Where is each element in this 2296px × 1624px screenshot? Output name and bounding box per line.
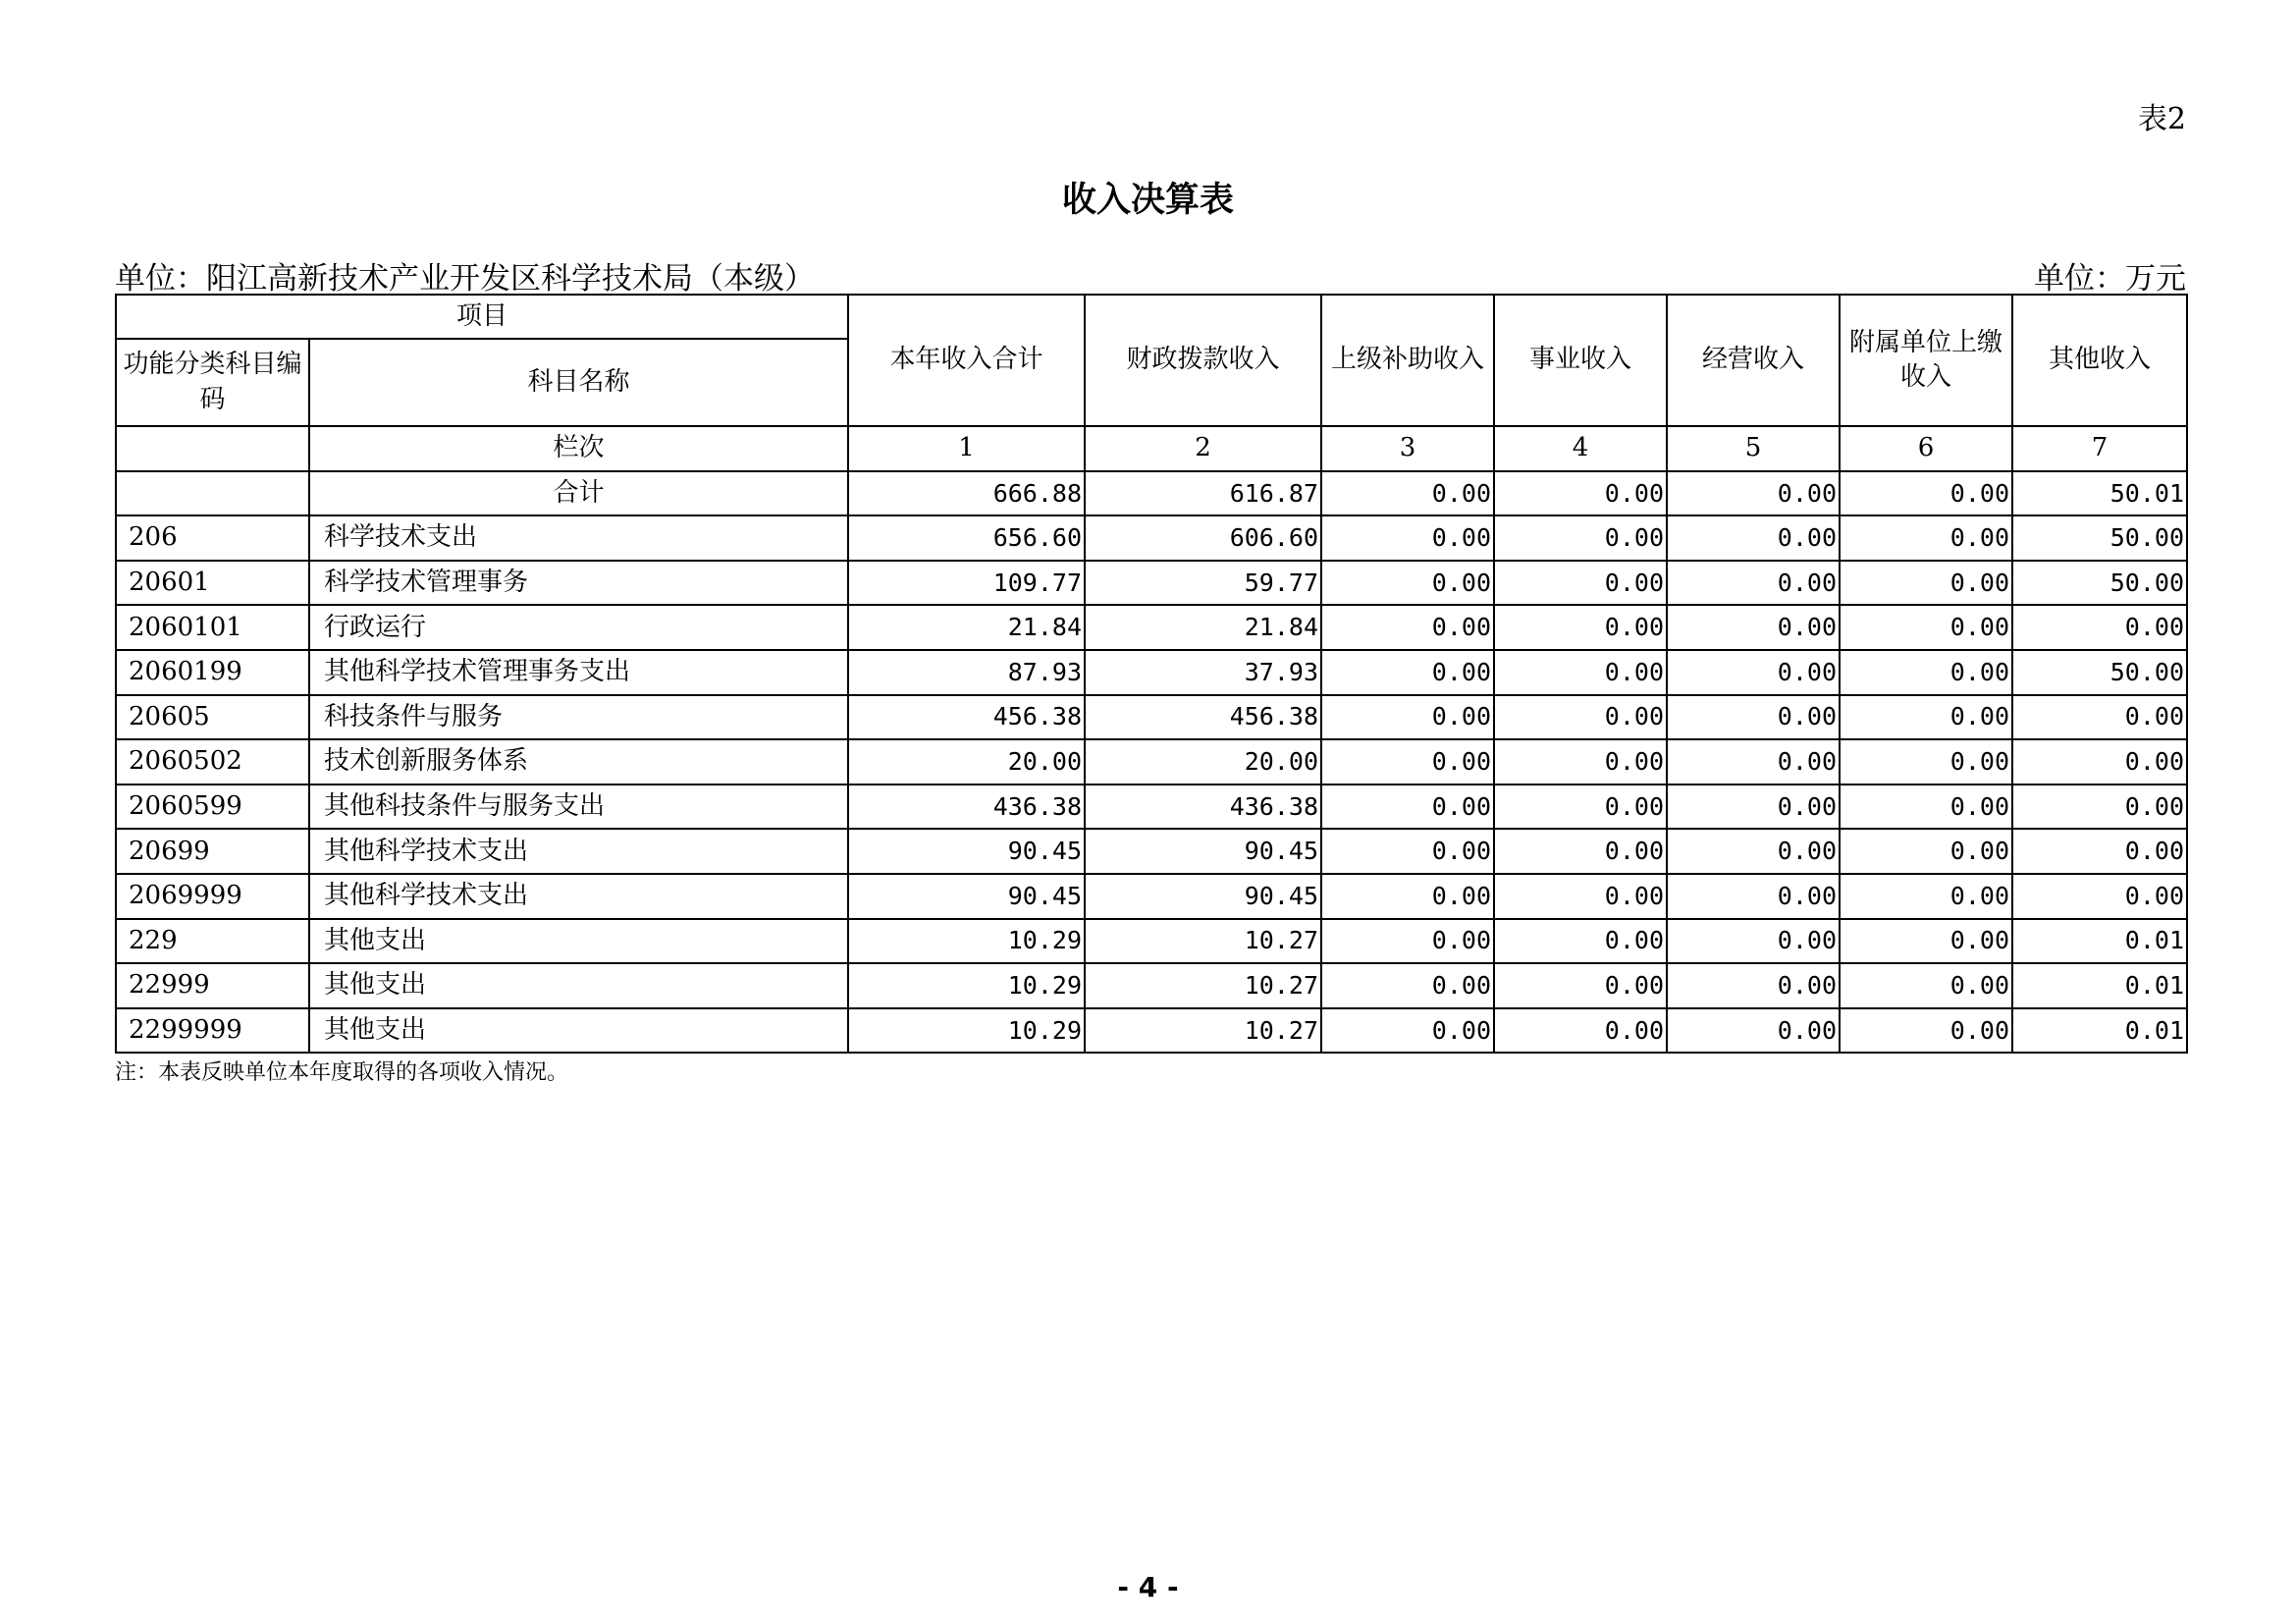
subject-code: 2069999 (116, 874, 309, 919)
amount-cell: 0.00 (1840, 785, 2012, 830)
subject-name: 其他支出 (309, 963, 848, 1008)
amount-cell: 0.00 (1840, 829, 2012, 874)
index-number: 6 (1840, 426, 2012, 471)
amount-cell: 0.00 (1667, 561, 1840, 606)
amount-cell: 456.38 (1085, 695, 1321, 740)
subject-code: 20605 (116, 695, 309, 740)
table-row (116, 650, 2187, 695)
amount-cell: 0.00 (1494, 739, 1667, 785)
amount-cell: 90.45 (1085, 829, 1321, 874)
amount-cell: 0.00 (1494, 1008, 1667, 1054)
table-row (116, 561, 2187, 606)
amount-cell: 0.00 (2012, 739, 2187, 785)
subject-code: 20699 (116, 829, 309, 874)
subject-name: 其他科学技术支出 (309, 874, 848, 919)
total-value: 0.00 (1321, 471, 1494, 516)
amount-cell: 0.00 (1840, 874, 2012, 919)
amount-cell: 0.00 (1321, 919, 1494, 964)
amount-cell: 0.00 (2012, 695, 2187, 740)
subject-code: 2060199 (116, 650, 309, 695)
index-number: 4 (1494, 426, 1667, 471)
income-table (115, 294, 2188, 1054)
subject-name: 其他支出 (309, 1008, 848, 1054)
amount-cell: 0.00 (1494, 829, 1667, 874)
amount-cell: 0.00 (1494, 874, 1667, 919)
amount-cell: 0.00 (1321, 739, 1494, 785)
subject-code: 20601 (116, 561, 309, 606)
amount-cell: 0.00 (1321, 515, 1494, 561)
total-value: 0.00 (1667, 471, 1840, 516)
amount-cell: 37.93 (1085, 650, 1321, 695)
subject-name: 技术创新服务体系 (309, 739, 848, 785)
amount-cell: 0.00 (1494, 515, 1667, 561)
amount-cell: 0.00 (1667, 605, 1840, 650)
amount-cell: 0.01 (2012, 1008, 2187, 1054)
amount-cell: 109.77 (848, 561, 1085, 606)
amount-cell: 10.29 (848, 1008, 1085, 1054)
currency-unit: 单位：万元 (2034, 261, 2186, 297)
amount-cell: 0.00 (1321, 874, 1494, 919)
total-value: 616.87 (1085, 471, 1321, 516)
amount-cell: 10.27 (1085, 1008, 1321, 1054)
amount-cell: 0.00 (1667, 874, 1840, 919)
amount-cell: 0.00 (1321, 561, 1494, 606)
amount-cell: 0.00 (1321, 829, 1494, 874)
amount-cell: 0.00 (1321, 650, 1494, 695)
subject-code: 2060599 (116, 785, 309, 830)
amount-cell: 90.45 (1085, 874, 1321, 919)
amount-cell: 10.27 (1085, 919, 1321, 964)
subject-name: 行政运行 (309, 605, 848, 650)
amount-cell: 10.29 (848, 963, 1085, 1008)
subject-code: 206 (116, 515, 309, 561)
table-row (116, 739, 2187, 785)
amount-cell: 0.00 (1667, 785, 1840, 830)
amount-cell: 0.00 (1667, 919, 1840, 964)
amount-cell: 20.00 (848, 739, 1085, 785)
header-col-5: 经营收入 (1667, 295, 1840, 426)
table-row (116, 1008, 2187, 1054)
total-value: 50.01 (2012, 471, 2187, 516)
amount-cell: 656.60 (848, 515, 1085, 561)
amount-cell: 0.00 (1840, 919, 2012, 964)
subject-name: 科学技术支出 (309, 515, 848, 561)
document-title: 收入决算表 (1061, 181, 1234, 220)
amount-cell: 0.00 (2012, 785, 2187, 830)
total-label: 合计 (309, 471, 848, 516)
amount-cell: 0.00 (1840, 963, 2012, 1008)
amount-cell: 436.38 (1085, 785, 1321, 830)
subject-name: 其他支出 (309, 919, 848, 964)
amount-cell: 21.84 (1085, 605, 1321, 650)
total-row (116, 471, 2187, 516)
header-col-2: 财政拨款收入 (1085, 295, 1321, 426)
amount-cell: 90.45 (848, 874, 1085, 919)
amount-cell: 436.38 (848, 785, 1085, 830)
subject-code: 2060101 (116, 605, 309, 650)
amount-cell: 0.00 (2012, 829, 2187, 874)
table-row (116, 695, 2187, 740)
header-name: 科目名称 (309, 339, 848, 426)
table-row (116, 829, 2187, 874)
header-col-3: 上级补助收入 (1321, 295, 1494, 426)
table-row (116, 605, 2187, 650)
amount-cell: 0.00 (1321, 605, 1494, 650)
amount-cell: 0.00 (1321, 963, 1494, 1008)
amount-cell: 0.00 (1840, 515, 2012, 561)
amount-cell: 21.84 (848, 605, 1085, 650)
subject-name: 科学技术管理事务 (309, 561, 848, 606)
amount-cell: 456.38 (848, 695, 1085, 740)
amount-cell: 0.00 (1494, 695, 1667, 740)
total-empty-cell (116, 471, 309, 516)
amount-cell: 10.29 (848, 919, 1085, 964)
amount-cell: 0.00 (1494, 650, 1667, 695)
header-code: 功能分类科目编码 (116, 339, 309, 426)
subject-code: 22999 (116, 963, 309, 1008)
amount-cell: 0.00 (1667, 650, 1840, 695)
amount-cell: 59.77 (1085, 561, 1321, 606)
amount-cell: 20.00 (1085, 739, 1321, 785)
amount-cell: 0.00 (1840, 650, 2012, 695)
amount-cell: 0.00 (1321, 1008, 1494, 1054)
amount-cell: 0.00 (1667, 963, 1840, 1008)
amount-cell: 50.00 (2012, 515, 2187, 561)
amount-cell: 0.00 (1667, 695, 1840, 740)
subject-name: 其他科技条件与服务支出 (309, 785, 848, 830)
header-item: 项目 (116, 295, 848, 339)
subject-name: 其他科学技术支出 (309, 829, 848, 874)
amount-cell: 0.00 (1667, 829, 1840, 874)
header-col-4: 事业收入 (1494, 295, 1667, 426)
amount-cell: 0.01 (2012, 919, 2187, 964)
amount-cell: 0.00 (2012, 874, 2187, 919)
table-row (116, 515, 2187, 561)
amount-cell: 0.00 (1494, 561, 1667, 606)
amount-cell: 0.00 (1494, 605, 1667, 650)
table-row (116, 963, 2187, 1008)
amount-cell: 0.00 (1321, 695, 1494, 740)
amount-cell: 0.00 (1840, 605, 2012, 650)
index-number: 5 (1667, 426, 1840, 471)
table-note: 注：本表反映单位本年度取得的各项收入情况。 (115, 1060, 569, 1085)
amount-cell: 0.00 (2012, 605, 2187, 650)
total-value: 0.00 (1840, 471, 2012, 516)
header-col-1: 本年收入合计 (848, 295, 1085, 426)
total-value: 0.00 (1494, 471, 1667, 516)
amount-cell: 50.00 (2012, 561, 2187, 606)
index-number: 1 (848, 426, 1085, 471)
amount-cell: 0.00 (1494, 963, 1667, 1008)
subject-code: 2299999 (116, 1008, 309, 1054)
table-row (116, 919, 2187, 964)
reporting-unit: 单位：阳江高新技术产业开发区科学技术局（本级） (115, 261, 815, 297)
amount-cell: 10.27 (1085, 963, 1321, 1008)
total-value: 666.88 (848, 471, 1085, 516)
amount-cell: 0.00 (1840, 1008, 2012, 1054)
table-number: 表2 (2137, 102, 2186, 136)
index-label: 栏次 (309, 426, 848, 471)
amount-cell: 0.00 (1840, 739, 2012, 785)
amount-cell: 0.00 (1494, 919, 1667, 964)
subject-name: 其他科学技术管理事务支出 (309, 650, 848, 695)
amount-cell: 0.01 (2012, 963, 2187, 1008)
table-row (116, 785, 2187, 830)
amount-cell: 0.00 (1840, 561, 2012, 606)
page-number: - 4 - (1117, 1571, 1179, 1603)
subject-code: 229 (116, 919, 309, 964)
header-row-1 (116, 295, 2187, 339)
amount-cell: 0.00 (1840, 695, 2012, 740)
index-number: 2 (1085, 426, 1321, 471)
amount-cell: 0.00 (1667, 1008, 1840, 1054)
subject-code: 2060502 (116, 739, 309, 785)
index-empty-cell (116, 426, 309, 471)
amount-cell: 606.60 (1085, 515, 1321, 561)
subject-name: 科技条件与服务 (309, 695, 848, 740)
amount-cell: 90.45 (848, 829, 1085, 874)
amount-cell: 50.00 (2012, 650, 2187, 695)
index-row (116, 426, 2187, 471)
amount-cell: 0.00 (1667, 515, 1840, 561)
header-col-6: 附属单位上缴收入 (1840, 295, 2012, 426)
amount-cell: 87.93 (848, 650, 1085, 695)
header-col-7: 其他收入 (2012, 295, 2187, 426)
amount-cell: 0.00 (1321, 785, 1494, 830)
amount-cell: 0.00 (1667, 739, 1840, 785)
amount-cell: 0.00 (1494, 785, 1667, 830)
index-number: 3 (1321, 426, 1494, 471)
table-row (116, 874, 2187, 919)
index-number: 7 (2012, 426, 2187, 471)
